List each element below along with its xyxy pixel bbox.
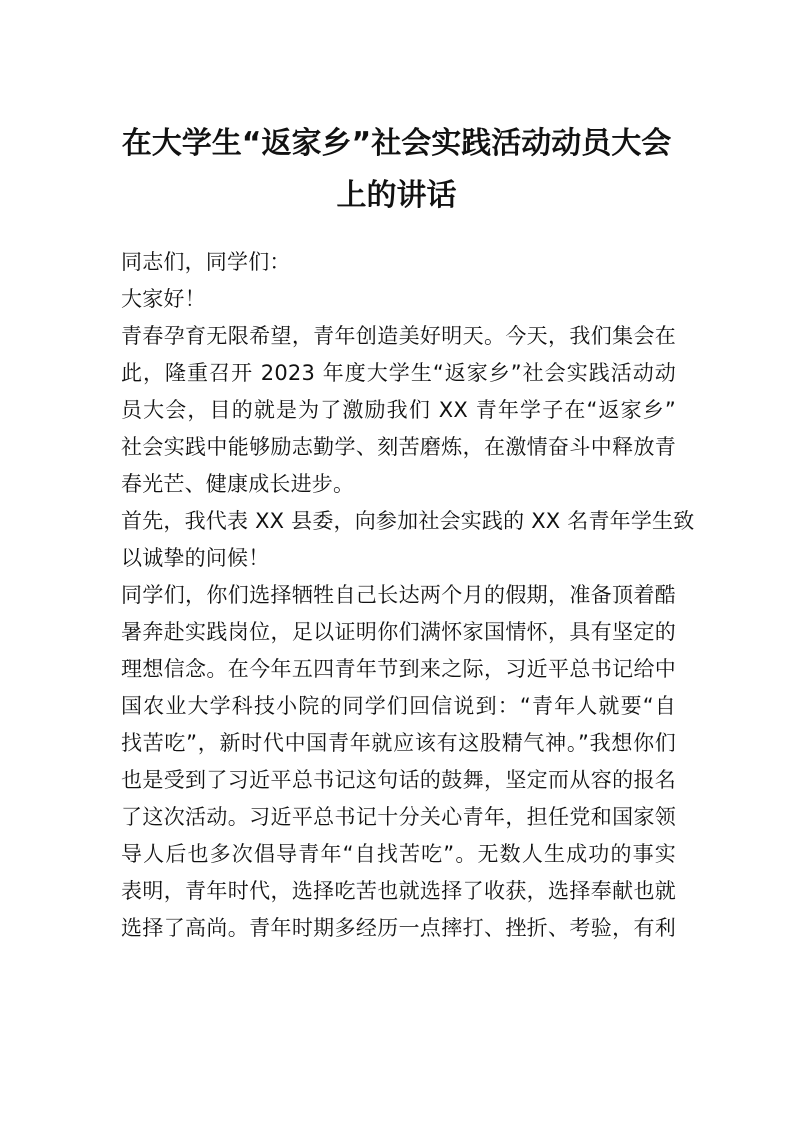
paragraph-line: 导人后也多次倡导青年“自找苦吃”。无数人生成功的事实 — [121, 842, 676, 866]
document-title — [100, 118, 693, 222]
title-line-1: 在大学生“返家乡”社会实践活动动员大会 — [121, 126, 672, 161]
paragraph-line: 以诚挚的问候！ — [121, 546, 270, 570]
paragraph-line: 员大会，目的就是为了激励我们 XX 青年学子在“返家乡” — [121, 398, 676, 422]
paragraph-line: 理想信念。在今年五四青年节到来之际，习近平总书记给中 — [121, 657, 676, 681]
paragraph-line: 同志们，同学们： — [121, 250, 291, 274]
title-line-2: 上的讲话 — [336, 178, 457, 213]
paragraph-line: 春光芒、健康成长进步。 — [121, 472, 355, 496]
document-body — [121, 244, 695, 947]
paragraph-line: 此，隆重召开 2023 年度大学生“返家乡”社会实践活动动 — [121, 361, 676, 385]
paragraph-line: 找苦吃”，新时代中国青年就应该有这股精气神。”我想你们 — [121, 731, 676, 755]
paragraph-line: 青春孕育无限希望，青年创造美好明天。今天，我们集会在 — [121, 324, 676, 348]
paragraph-line: 社会实践中能够励志勤学、刻苦磨炼，在激情奋斗中释放青 — [121, 435, 676, 459]
paragraph-line: 表明，青年时代，选择吃苦也就选择了收获，选择奉献也就 — [121, 879, 676, 903]
paragraph-line: 首先，我代表 XX 县委，向参加社会实践的 XX 名青年学生致 — [121, 509, 695, 533]
paragraph-line: 暑奔赴实践岗位，足以证明你们满怀家国情怀，具有坚定的 — [121, 620, 676, 644]
paragraph-line: 了这次活动。习近平总书记十分关心青年，担任党和国家领 — [121, 805, 676, 829]
paragraph-line: 同学们，你们选择牺牲自己长达两个月的假期，准备顶着酷 — [121, 583, 676, 607]
paragraph-line: 选择了高尚。青年时期多经历一点摔打、挫折、考验，有利 — [121, 916, 676, 940]
paragraph-line: 也是受到了习近平总书记这句话的鼓舞，坚定而从容的报名 — [121, 768, 676, 792]
paragraph-line: 大家好！ — [121, 287, 206, 311]
paragraph-line: 国农业大学科技小院的同学们回信说到：“青年人就要“自 — [121, 694, 676, 718]
